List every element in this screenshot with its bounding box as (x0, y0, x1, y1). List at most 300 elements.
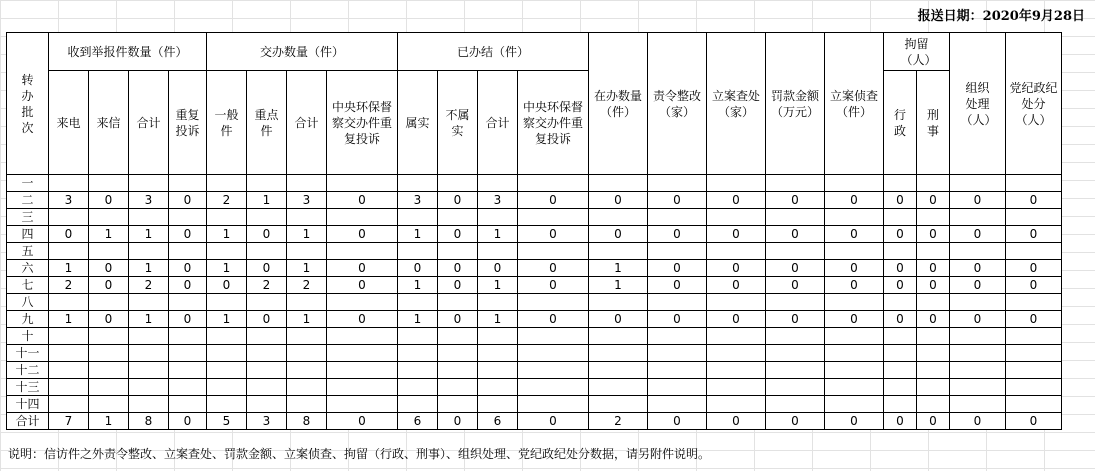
header-closed-group: 已办结（件） (398, 33, 589, 71)
table-cell (89, 243, 129, 260)
table-cell (327, 362, 398, 379)
table-cell (589, 175, 648, 192)
table-cell: 0 (884, 413, 917, 430)
table-cell (327, 328, 398, 345)
table-cell: 0 (1006, 260, 1062, 277)
table-cell (1006, 396, 1062, 413)
table-cell (707, 362, 766, 379)
table-row (7, 243, 1062, 260)
table-cell: 0 (518, 277, 589, 294)
table-cell: 0 (917, 260, 950, 277)
table-cell (518, 328, 589, 345)
header-closed-total: 合计 (478, 71, 518, 175)
table-cell (49, 175, 89, 192)
table-cell: 0 (950, 260, 1006, 277)
table-cell (518, 175, 589, 192)
table-cell (438, 243, 478, 260)
table-cell (1006, 345, 1062, 362)
table-cell (287, 396, 327, 413)
table-cell (327, 294, 398, 311)
table-row (7, 396, 1062, 413)
table-cell (518, 243, 589, 260)
table-cell: 2 (247, 277, 287, 294)
footnote: 说明：信访件之外责令整改、立案查处、罚款金额、立案侦查、拘留（行政、刑事）、组织处理、党纪政纪处分数据，请另附件说明。 (8, 447, 711, 461)
table-cell (287, 328, 327, 345)
table-cell (518, 362, 589, 379)
table-row (7, 379, 1062, 396)
table-cell: 1 (129, 260, 169, 277)
table-cell (589, 345, 648, 362)
table-cell: 2 (287, 277, 327, 294)
table-cell (49, 209, 89, 226)
table-cell: 1 (207, 311, 247, 328)
table-cell: 0 (707, 277, 766, 294)
table-cell (917, 362, 950, 379)
table-cell (766, 243, 825, 260)
table-cell: 0 (518, 192, 589, 209)
header-received-call: 来电 (49, 71, 89, 175)
table-cell (247, 175, 287, 192)
table-cell (207, 379, 247, 396)
table-cell (884, 294, 917, 311)
table-cell (707, 345, 766, 362)
table-cell (950, 328, 1006, 345)
table-cell (648, 243, 707, 260)
table-cell: 0 (825, 277, 884, 294)
table-cell: 0 (1006, 277, 1062, 294)
table-cell (129, 379, 169, 396)
header-assigned-key: 重点件 (247, 71, 287, 175)
table-cell (1006, 209, 1062, 226)
table-cell (247, 328, 287, 345)
table-cell: 0 (884, 311, 917, 328)
table-cell (825, 362, 884, 379)
table-cell: 0 (917, 192, 950, 209)
table-cell (438, 209, 478, 226)
header-detain-criminal: 刑事 (917, 71, 950, 175)
table-cell: 0 (766, 311, 825, 328)
table-cell (207, 294, 247, 311)
table-cell: 1 (398, 311, 438, 328)
header-party-discipline: 党纪政纪处分（人） (1006, 33, 1062, 175)
table-cell: 0 (884, 277, 917, 294)
table-cell (438, 345, 478, 362)
header-fine: 罚款金额（万元） (766, 33, 825, 175)
table-cell (707, 328, 766, 345)
table-cell: 0 (169, 311, 207, 328)
table-cell (89, 362, 129, 379)
table-cell: 1 (589, 277, 648, 294)
table-cell (169, 294, 207, 311)
header-received-total: 合计 (129, 71, 169, 175)
table-cell: 1 (589, 260, 648, 277)
table-cell (207, 362, 247, 379)
table-cell: 2 (589, 413, 648, 430)
table-cell: 0 (589, 226, 648, 243)
table-cell (648, 175, 707, 192)
row-label: 九 (7, 311, 49, 328)
table-cell (207, 175, 247, 192)
table-cell (707, 396, 766, 413)
table-cell (518, 209, 589, 226)
table-cell (589, 328, 648, 345)
table-cell: 1 (287, 260, 327, 277)
table-row (7, 260, 1062, 277)
table-cell: 0 (518, 311, 589, 328)
table-cell: 3 (287, 192, 327, 209)
table-cell (648, 328, 707, 345)
table-cell: 0 (169, 226, 207, 243)
table-cell: 0 (707, 260, 766, 277)
table-cell (589, 396, 648, 413)
row-label: 十一 (7, 345, 49, 362)
table-cell: 1 (478, 277, 518, 294)
table-cell (398, 175, 438, 192)
table-cell (648, 345, 707, 362)
row-label: 一 (7, 175, 49, 192)
table-cell (49, 243, 89, 260)
table-cell: 1 (49, 260, 89, 277)
table-cell: 0 (169, 277, 207, 294)
table-cell: 0 (438, 277, 478, 294)
table-cell: 0 (1006, 311, 1062, 328)
table-row (7, 413, 1062, 430)
header-rectify: 责令整改（家） (648, 33, 707, 175)
table-cell: 1 (89, 226, 129, 243)
table-cell (825, 175, 884, 192)
table-cell (129, 328, 169, 345)
table-cell (1006, 362, 1062, 379)
table-cell (327, 209, 398, 226)
table-cell (207, 345, 247, 362)
table-cell: 0 (884, 226, 917, 243)
table-cell: 1 (398, 226, 438, 243)
header-case-punish: 立案查处（家） (707, 33, 766, 175)
table-cell: 7 (49, 413, 89, 430)
table-cell (648, 396, 707, 413)
table-cell (398, 345, 438, 362)
header-org-handle: 组织处理（人） (950, 33, 1006, 175)
table-cell (129, 243, 169, 260)
header-detain-admin: 行政 (884, 71, 917, 175)
table-cell: 0 (950, 277, 1006, 294)
table-cell: 0 (438, 226, 478, 243)
table-cell (707, 209, 766, 226)
table-cell (589, 379, 648, 396)
table-cell (917, 328, 950, 345)
table-cell (398, 294, 438, 311)
table-cell: 0 (518, 226, 589, 243)
table-cell: 0 (825, 260, 884, 277)
table-cell: 0 (766, 277, 825, 294)
table-cell: 0 (438, 413, 478, 430)
table-cell (589, 294, 648, 311)
table-cell: 0 (707, 226, 766, 243)
table-cell (884, 328, 917, 345)
table-cell (648, 294, 707, 311)
table-cell (825, 209, 884, 226)
header-received-repeat: 重复投诉 (169, 71, 207, 175)
table-cell: 1 (207, 226, 247, 243)
table-cell (438, 175, 478, 192)
table-row (7, 362, 1062, 379)
table-cell (247, 243, 287, 260)
table-cell: 0 (327, 413, 398, 430)
table-cell: 0 (648, 192, 707, 209)
table-cell: 0 (327, 192, 398, 209)
table-cell (707, 294, 766, 311)
table-cell: 0 (648, 311, 707, 328)
header-detain-group: 拘留（人） (884, 33, 950, 71)
table-cell: 0 (884, 260, 917, 277)
table-cell (884, 362, 917, 379)
table-cell: 0 (707, 311, 766, 328)
table-cell (438, 362, 478, 379)
table-cell: 3 (398, 192, 438, 209)
table-cell (478, 328, 518, 345)
table-cell: 0 (825, 226, 884, 243)
table-cell: 0 (327, 260, 398, 277)
table-cell (478, 243, 518, 260)
table-cell: 2 (207, 192, 247, 209)
table-cell: 1 (478, 226, 518, 243)
table-cell: 1 (247, 192, 287, 209)
table-cell: 0 (707, 413, 766, 430)
row-label: 十四 (7, 396, 49, 413)
table-cell (518, 294, 589, 311)
table-cell (766, 209, 825, 226)
table-cell: 0 (648, 226, 707, 243)
table-cell (438, 396, 478, 413)
table-cell (478, 175, 518, 192)
table-cell: 0 (950, 226, 1006, 243)
table-cell (766, 175, 825, 192)
table-cell: 0 (766, 192, 825, 209)
table-cell (207, 328, 247, 345)
table-cell: 0 (917, 311, 950, 328)
table-cell (287, 345, 327, 362)
table-cell (398, 396, 438, 413)
row-label: 十三 (7, 379, 49, 396)
header-closed-true: 属实 (398, 71, 438, 175)
table-cell (1006, 294, 1062, 311)
table-cell: 0 (917, 413, 950, 430)
table-cell (129, 175, 169, 192)
table-cell (207, 396, 247, 413)
table-cell (518, 396, 589, 413)
table-cell: 0 (89, 311, 129, 328)
table-cell (589, 209, 648, 226)
table-cell: 1 (287, 311, 327, 328)
header-closed-false: 不属实 (438, 71, 478, 175)
table-cell: 0 (648, 260, 707, 277)
table-cell: 0 (589, 311, 648, 328)
table-cell: 0 (766, 226, 825, 243)
table-cell: 0 (169, 260, 207, 277)
table-cell (169, 379, 207, 396)
header-assigned-total: 合计 (287, 71, 327, 175)
table-cell: 1 (89, 413, 129, 430)
table-cell (169, 345, 207, 362)
table-row (7, 277, 1062, 294)
table-cell (950, 294, 1006, 311)
table-cell (49, 362, 89, 379)
table-cell (129, 209, 169, 226)
row-label: 二 (7, 192, 49, 209)
table-cell (884, 345, 917, 362)
table-cell (327, 345, 398, 362)
report-table (6, 32, 1062, 430)
table-cell: 8 (287, 413, 327, 430)
table-cell: 0 (438, 260, 478, 277)
table-cell (247, 209, 287, 226)
table-cell (327, 175, 398, 192)
table-cell: 1 (398, 277, 438, 294)
table-cell (327, 379, 398, 396)
table-cell (825, 379, 884, 396)
table-cell (478, 345, 518, 362)
table-row (7, 294, 1062, 311)
table-row (7, 345, 1062, 362)
table-cell (49, 379, 89, 396)
table-cell: 1 (478, 311, 518, 328)
table-cell (707, 243, 766, 260)
table-cell: 0 (589, 192, 648, 209)
table-cell (884, 209, 917, 226)
table-cell (89, 209, 129, 226)
table-cell (825, 243, 884, 260)
table-cell: 1 (287, 226, 327, 243)
table-cell (438, 379, 478, 396)
table-cell: 0 (49, 226, 89, 243)
table-cell (287, 209, 327, 226)
table-cell (89, 328, 129, 345)
table-cell (707, 175, 766, 192)
table-cell (398, 209, 438, 226)
table-cell (49, 294, 89, 311)
header-case-investigate: 立案侦查（件） (825, 33, 884, 175)
table-cell (247, 345, 287, 362)
table-cell (950, 175, 1006, 192)
table-cell (648, 209, 707, 226)
table-cell (884, 243, 917, 260)
table-cell: 0 (327, 277, 398, 294)
table-cell (1006, 379, 1062, 396)
table-cell (917, 345, 950, 362)
table-cell: 0 (648, 413, 707, 430)
table-cell: 0 (438, 311, 478, 328)
table-cell (49, 396, 89, 413)
table-cell (825, 396, 884, 413)
table-cell (766, 379, 825, 396)
table-cell (766, 396, 825, 413)
table-cell (1006, 328, 1062, 345)
table-cell: 2 (49, 277, 89, 294)
header-assigned-central: 中央环保督察交办件重复投诉 (327, 71, 398, 175)
table-cell (287, 243, 327, 260)
table-cell (950, 243, 1006, 260)
table-cell (169, 328, 207, 345)
table-cell: 0 (438, 192, 478, 209)
table-cell: 0 (247, 311, 287, 328)
table-cell (247, 396, 287, 413)
table-cell (825, 328, 884, 345)
table-cell: 6 (478, 413, 518, 430)
row-label: 十 (7, 328, 49, 345)
table-cell: 0 (648, 277, 707, 294)
table-cell: 0 (884, 192, 917, 209)
table-cell: 0 (327, 226, 398, 243)
table-cell (766, 294, 825, 311)
table-cell (478, 379, 518, 396)
table-cell (478, 362, 518, 379)
table-cell: 8 (129, 413, 169, 430)
table-cell: 0 (950, 413, 1006, 430)
table-cell (169, 243, 207, 260)
table-cell: 0 (169, 413, 207, 430)
table-cell: 0 (207, 277, 247, 294)
table-cell (478, 294, 518, 311)
table-cell: 3 (49, 192, 89, 209)
table-cell: 0 (89, 260, 129, 277)
table-cell: 0 (1006, 226, 1062, 243)
table-cell (950, 209, 1006, 226)
table-cell (169, 396, 207, 413)
table-cell (438, 294, 478, 311)
table-cell (49, 328, 89, 345)
table-row (7, 226, 1062, 243)
table-row (7, 311, 1062, 328)
table-cell (1006, 243, 1062, 260)
table-cell (49, 345, 89, 362)
header-assigned-general: 一般件 (207, 71, 247, 175)
table-cell: 1 (129, 311, 169, 328)
table-cell (287, 294, 327, 311)
table-cell: 2 (129, 277, 169, 294)
table-cell: 0 (518, 260, 589, 277)
table-cell (707, 379, 766, 396)
table-cell (287, 379, 327, 396)
table-cell (648, 379, 707, 396)
table-cell (884, 175, 917, 192)
table-cell (766, 362, 825, 379)
table-cell (207, 243, 247, 260)
table-cell (917, 175, 950, 192)
report-date: 报送日期：2020年9月28日 (917, 9, 1085, 24)
table-cell: 0 (169, 192, 207, 209)
table-cell: 0 (398, 260, 438, 277)
table-cell (169, 175, 207, 192)
table-cell: 0 (518, 413, 589, 430)
table-cell (89, 379, 129, 396)
table-cell: 0 (950, 311, 1006, 328)
header-batch: 转办批次 (7, 33, 49, 175)
table-cell: 0 (766, 413, 825, 430)
table-cell: 0 (1006, 413, 1062, 430)
row-label: 十二 (7, 362, 49, 379)
table-cell (950, 345, 1006, 362)
table-cell (169, 362, 207, 379)
table-cell (247, 379, 287, 396)
row-label: 四 (7, 226, 49, 243)
table-cell: 0 (89, 192, 129, 209)
table-cell (129, 345, 169, 362)
table-cell (247, 362, 287, 379)
table-cell (129, 362, 169, 379)
table-cell: 0 (825, 192, 884, 209)
table-cell (825, 294, 884, 311)
table-cell: 0 (247, 226, 287, 243)
